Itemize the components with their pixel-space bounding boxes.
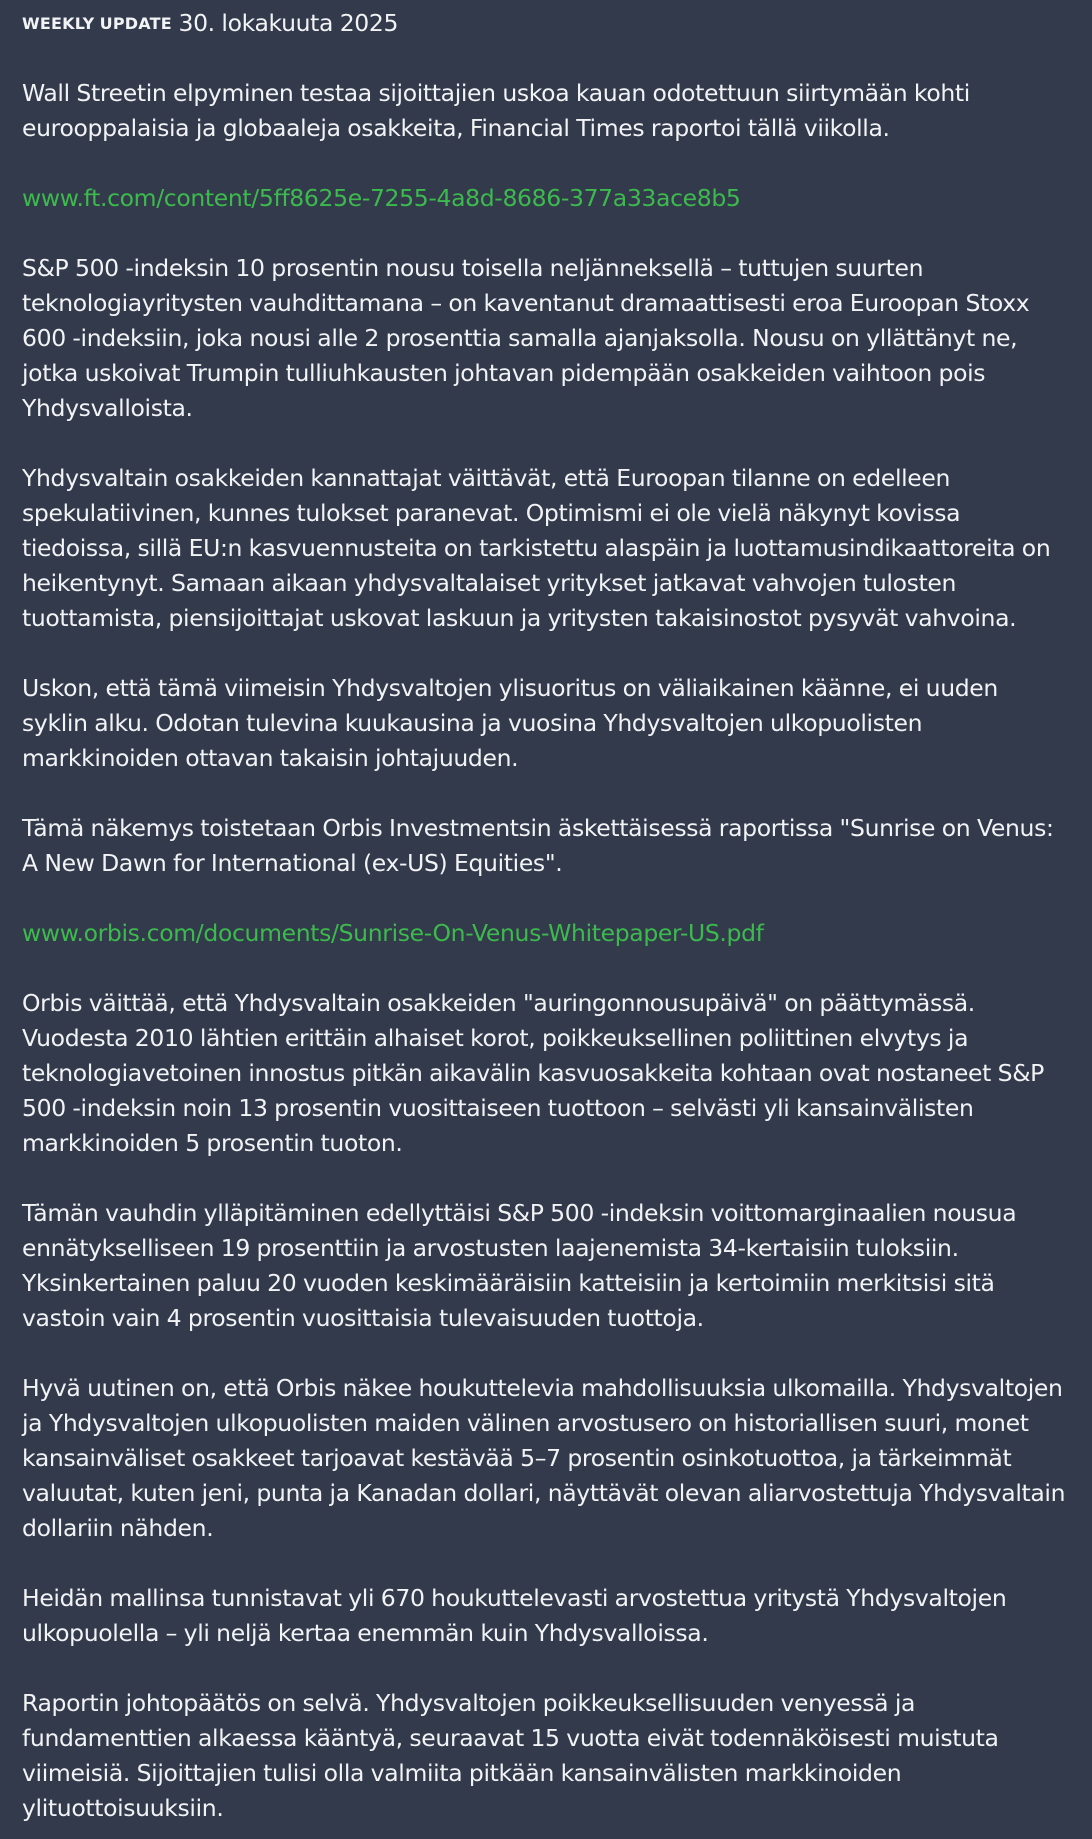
paragraph-conclusion: Raportin johtopäätös on selvä. Yhdysvaltojen poikkeuksellisuuden venyessä ja fundamenttien alkaessa kääntyä, seuraavat 15 vuotta eivät todennäköisesti muistuta viimeisiä. Sijoittajien tulisi olla valmiita pitkään kansainvälisten markkinoiden ylituottoisuuksiin.: [22, 1689, 999, 1822]
paragraph-opportunities: Hyvä uutinen on, että Orbis näkee houkuttelevia mahdollisuuksia ulkomailla. Yhdysvaltojen ja Yhdysvaltojen ulkopuolisten maiden välinen arvostusero on historiallisen suuri, monet kansainväliset osakkeet tarjoavat kestävää 5–7 prosentin osinkotuottoa, ja tärkeimmät valuutat, kuten jeni, punta ja Kanadan dollari, näyttävät olevan aliarvostettuja Yhdysvaltain dollariin nähden.: [22, 1374, 1066, 1542]
orbis-whitepaper-link[interactable]: www.orbis.com/documents/Sunrise-On-Venus-Whitepaper-US.pdf: [22, 919, 764, 947]
link-paragraph-orbis: [22, 916, 1070, 951]
paragraph-orbis-report: Tämä näkemys toistetaan Orbis Investmentsin äskettäisessä raportissa "Sunrise on Venus: A New Dawn for International (ex-US) Equities".: [22, 814, 1054, 877]
ft-article-link[interactable]: www.ft.com/content/5ff8625e-7255-4a8d-8686-377a33ace8b5: [22, 184, 741, 212]
paragraph-sp500-rise: S&P 500 -indeksin 10 prosentin nousu toisella neljänneksellä – tuttujen suurten teknologiayritysten vauhdittamana – on kaventanut dramaattisesti eroa Euroopan Stoxx 600 -indeksiin, joka nousi alle 2 prosenttia samalla ajanjaksolla. Nousu on yllättänyt ne, jotka uskoivat Trumpin tulliuhkausten johtavan pidempään osakkeiden vaihtoon pois Yhdysvalloista.: [22, 254, 1030, 422]
link-paragraph-ft: [22, 181, 1070, 216]
post-date: 30. lokakuuta 2025: [178, 9, 399, 37]
paragraph-author-view: Uskon, että tämä viimeisin Yhdysvaltojen ylisuoritus on väliaikainen käänne, ei uuden syklin alku. Odotan tulevina kuukausina ja vuosina Yhdysvaltojen ulkopuolisten markkinoiden ottavan takaisin johtajuuden.: [22, 674, 998, 772]
paragraph-orbis-argument: Orbis väittää, että Yhdysvaltain osakkeiden "auringonnousupäivä" on päättymässä. Vuodesta 2010 lähtien erittäin alhaiset korot, poikkeuksellinen poliittinen elvytys ja teknologiavetoinen innostus pitkän aikavälin kasvuosakkeita kohtaan ovat nostaneet S&P 500 -indeksin noin 13 prosentin vuosittaiseen tuottoon – selvästi yli kansainvälisten markkinoiden 5 prosentin tuoton.: [22, 989, 1044, 1157]
paragraph-model-count: Heidän mallinsa tunnistavat yli 670 houkuttelevasti arvostettua yritystä Yhdysvaltojen ulkopuolella – yli neljä kertaa enemmän kuin Yhdysvalloissa.: [22, 1584, 1007, 1647]
post-header: [22, 6, 1070, 41]
paragraph-us-supporters: Yhdysvaltain osakkeiden kannattajat väittävät, että Euroopan tilanne on edelleen spekulatiivinen, kunnes tulokset paranevat. Optimismi ei ole vielä näkynyt kovissa tiedoissa, sillä EU:n kasvuennusteita on tarkistettu alaspäin ja luottamusindikaattoreita on heikentynyt. Samaan aikaan yhdysvaltalaiset yritykset jatkavat vahvojen tulosten tuottamista, piensijoittajat uskovat laskuun ja yritysten takaisinostot pysyvät vahvoina.: [22, 464, 1051, 632]
weekly-update-label: WEEKLY UPDATE: [22, 14, 172, 33]
paragraph-margins: Tämän vauhdin ylläpitäminen edellyttäisi S&P 500 -indeksin voittomarginaalien nousua ennätykselliseen 19 prosenttiin ja arvostusten laajenemista 34-kertaisiin tuloksiin. Yksinkertainen paluu 20 vuoden keskimääräisiin katteisiin ja kertoimiin merkitsisi sitä vastoin vain 4 prosentin vuosittaisia tulevaisuuden tuottoja.: [22, 1199, 1017, 1332]
paragraph-intro: Wall Streetin elpyminen testaa sijoittajien uskoa kauan odotettuun siirtymään kohti eurooppalaisia ja globaaleja osakkeita, Financial Times raportoi tällä viikolla.: [22, 79, 970, 142]
